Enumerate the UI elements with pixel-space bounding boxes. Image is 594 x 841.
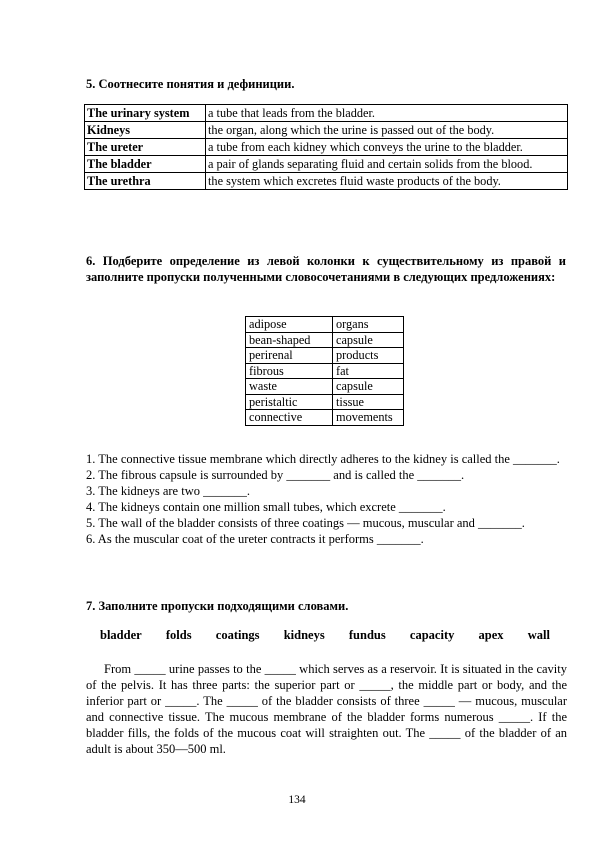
noun-cell: movements <box>333 410 404 426</box>
noun-cell: organs <box>333 317 404 333</box>
adjective-cell: perirenal <box>246 348 333 364</box>
word-bank-item: coatings <box>215 628 260 642</box>
term-cell: Kidneys <box>85 122 206 139</box>
definition-cell: a pair of glands separating fluid and certain solids from the blood. <box>206 156 568 173</box>
task6-sentences <box>86 451 567 547</box>
table-row <box>85 156 568 173</box>
word-bank-item: wall <box>527 628 550 642</box>
table-row <box>246 363 404 379</box>
term-cell: The bladder <box>85 156 206 173</box>
definition-cell: the system which excretes fluid waste products of the body. <box>206 173 568 190</box>
table-row <box>246 410 404 426</box>
matching-table <box>84 104 568 190</box>
sentence: 3. The kidneys are two _______. <box>86 484 250 498</box>
word-bank-item: folds <box>165 628 192 642</box>
noun-cell: products <box>333 348 404 364</box>
table-row <box>246 394 404 410</box>
word-pairs-table <box>245 316 404 426</box>
sentence: 6. As the muscular coat of the ureter contracts it performs _______. <box>86 532 424 546</box>
sentence: 1. The connective tissue membrane which directly adheres to the kidney is called the _______. <box>86 452 560 466</box>
word-bank-item: bladder <box>100 628 142 642</box>
word-bank <box>100 628 550 643</box>
term-cell: The urinary system <box>85 105 206 122</box>
adjective-cell: fibrous <box>246 363 333 379</box>
adjective-cell: waste <box>246 379 333 395</box>
definition-cell: a tube that leads from the bladder. <box>206 105 568 122</box>
table-row <box>246 348 404 364</box>
term-cell: The urethra <box>85 173 206 190</box>
task5-heading: 5. Соотнесите понятия и дефиниции. <box>86 77 295 91</box>
definition-cell: a tube from each kidney which conveys the urine to the bladder. <box>206 139 568 156</box>
adjective-cell: connective <box>246 410 333 426</box>
table-row <box>246 379 404 395</box>
table-row <box>85 122 568 139</box>
sentence: 5. The wall of the bladder consists of three coatings — mucous, muscular and _______. <box>86 516 525 530</box>
definition-cell: the organ, along which the urine is passed out of the body. <box>206 122 568 139</box>
noun-cell: fat <box>333 363 404 379</box>
noun-cell: capsule <box>333 332 404 348</box>
page-number: 134 <box>288 794 306 806</box>
table-row <box>85 105 568 122</box>
sentence: 4. The kidneys contain one million small tubes, which excrete _______. <box>86 500 446 514</box>
table-row <box>246 332 404 348</box>
table-row <box>85 173 568 190</box>
adjective-cell: bean-shaped <box>246 332 333 348</box>
word-bank-item: capacity <box>409 628 455 642</box>
noun-cell: capsule <box>333 379 404 395</box>
word-bank-item: apex <box>478 628 504 642</box>
noun-cell: tissue <box>333 394 404 410</box>
term-cell: The ureter <box>85 139 206 156</box>
adjective-cell: adipose <box>246 317 333 333</box>
sentence: 2. The fibrous capsule is surrounded by _______ and is called the _______. <box>86 468 465 482</box>
word-bank-item: kidneys <box>283 628 325 642</box>
task6-heading: 6. Подберите определение из левой колонки к существительному из правой и заполните пропуски полученными словосочетаниями в следующих предложениях: <box>86 254 566 284</box>
task7-heading: 7. Заполните пропуски подходящими словами. <box>86 599 349 613</box>
table-row <box>246 317 404 333</box>
task7-paragraph: From _____ urine passes to the _____ which serves as a reservoir. It is situated in the cavity of the pelvis. It has three parts: the superior part or _____, the middle part or body, and the inferior part or _____. The _____ of the bladder consists of three _____ — mucous, muscular and connective tissue. The mucous membrane of the bladder forms numerous _____. If the bladder fills, the folds of the mucous coat will straighten out. The _____ of the bladder of an adult is about 350—500 ml. <box>86 662 567 756</box>
adjective-cell: peristaltic <box>246 394 333 410</box>
table-row <box>85 139 568 156</box>
word-bank-item: fundus <box>348 628 386 642</box>
